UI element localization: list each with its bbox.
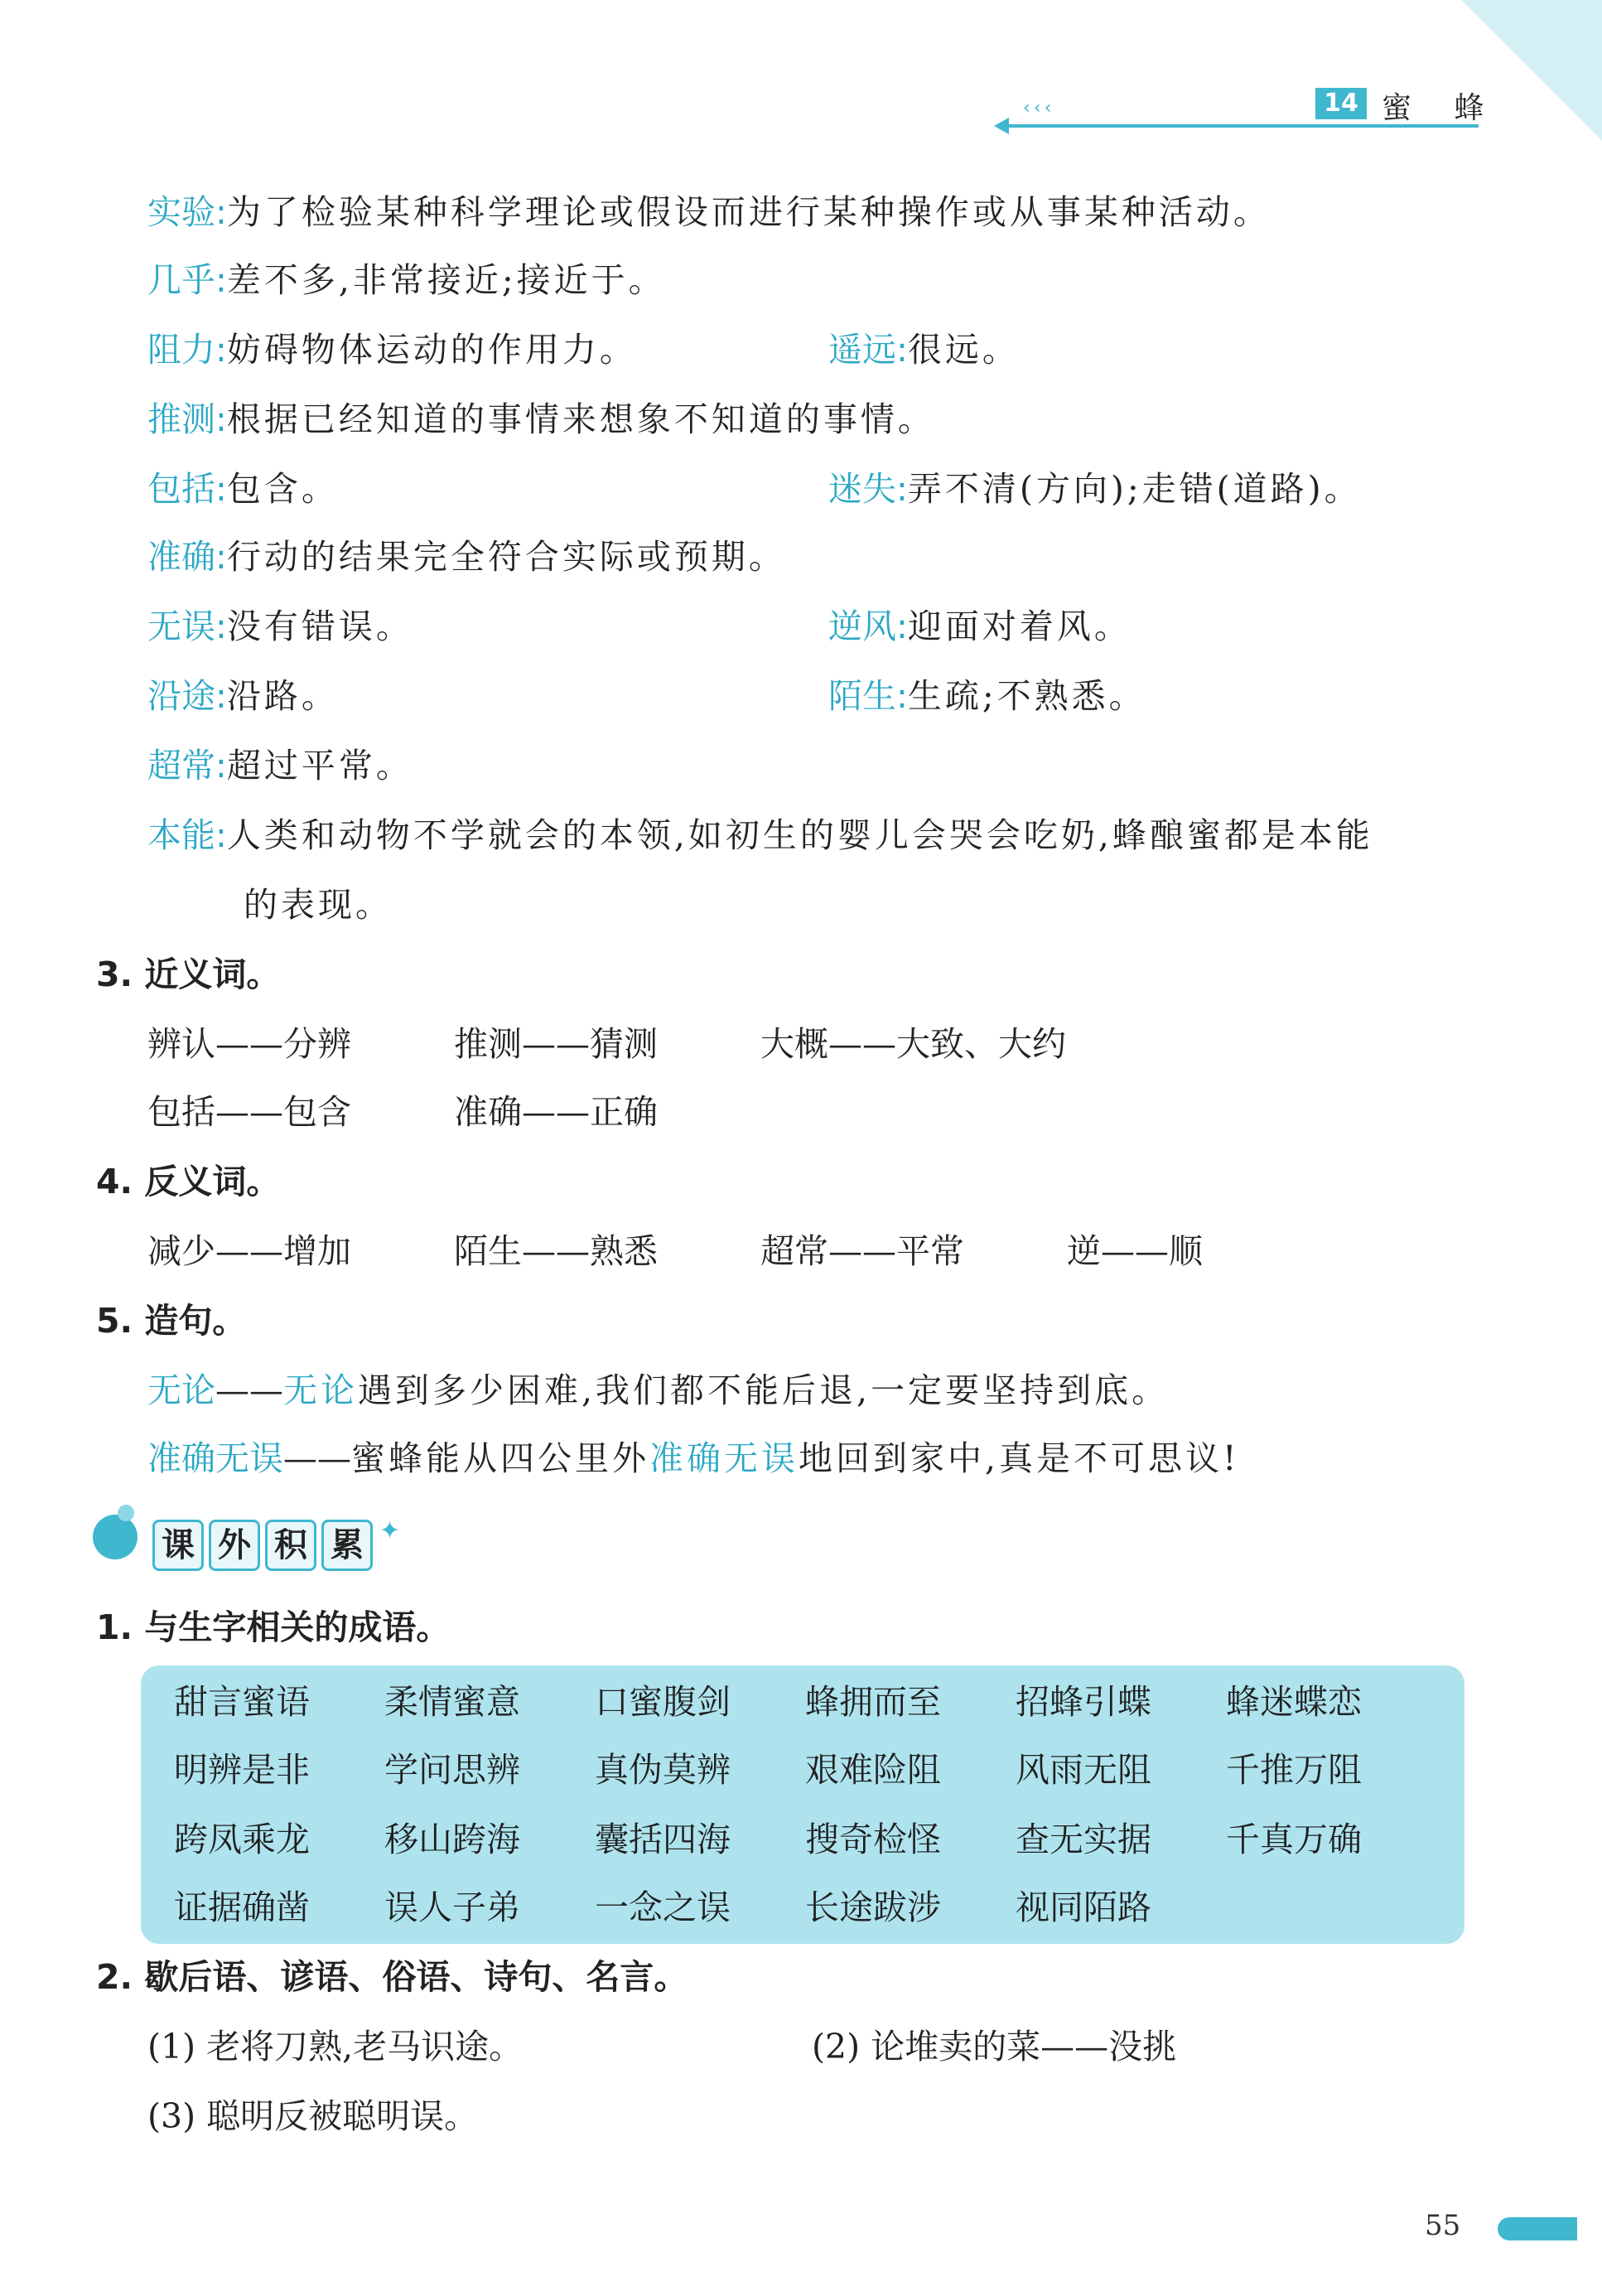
sentence-dash: —— <box>283 1438 351 1478</box>
definition-row <box>147 810 1373 860</box>
idiom: 招蜂引蝶 <box>1016 1682 1151 1722</box>
definition-colon: : <box>215 399 227 439</box>
definition-row <box>147 394 935 444</box>
antonym-pair: 超常——平常 <box>760 1231 964 1271</box>
definition-colon: : <box>896 330 908 370</box>
idiom: 蜂迷蝶恋 <box>1226 1682 1362 1722</box>
synonym-pair: 准确——正确 <box>454 1092 658 1132</box>
idiom: 甜言蜜语 <box>174 1682 310 1722</box>
definition-colon: : <box>215 330 227 370</box>
synonym-pair: 大概——大致、大约 <box>760 1024 1066 1064</box>
idiom: 柔情蜜意 <box>384 1682 520 1722</box>
definition-colon: : <box>896 469 908 509</box>
sentence-word: 准确无误 <box>147 1438 283 1478</box>
definition-row <box>828 464 1362 514</box>
idiom: 千真万确 <box>1226 1820 1362 1859</box>
definition-text: 行动的结果完全符合实际或预期。 <box>226 537 786 577</box>
idiom: 移山跨海 <box>384 1820 520 1859</box>
definition-text: 很远。 <box>907 330 1020 370</box>
idiom: 真伪莫辨 <box>595 1750 731 1790</box>
idiom: 跨凤乘龙 <box>174 1820 310 1859</box>
page-number: 55 <box>1425 2209 1461 2242</box>
banner-char: 累 <box>321 1520 373 1571</box>
banner-char: 课 <box>152 1520 204 1571</box>
definition-colon: : <box>215 260 227 300</box>
saying-item: (2) 论堆卖的菜——没挑 <box>812 2027 1177 2066</box>
definition-term: 本能 <box>147 815 215 855</box>
idiom: 一念之误 <box>595 1888 731 1927</box>
lesson-number: 14 <box>1315 88 1367 119</box>
idiom: 长途跋涉 <box>805 1888 941 1927</box>
definition-colon: : <box>215 676 227 716</box>
sentences-heading: 5. 造句。 <box>96 1301 247 1341</box>
sentence-highlight: 准确无误 <box>649 1438 799 1478</box>
antonyms-heading: 4. 反义词。 <box>96 1162 281 1201</box>
definition-term: 实验 <box>147 192 215 232</box>
definition-row <box>147 602 413 651</box>
definition-term: 遥远 <box>828 330 896 370</box>
definition-text: 人类和动物不学就会的本领,如初生的婴儿会哭会吃奶,蜂酿蜜都是本能 <box>226 815 1373 855</box>
synonym-pair: 辨认——分辨 <box>147 1024 351 1064</box>
definition-colon: : <box>215 537 227 577</box>
banner-char: 外 <box>209 1520 260 1571</box>
definition-term: 准确 <box>147 537 215 577</box>
definition-text: 生疏;不熟悉。 <box>907 676 1146 716</box>
definition-term: 超常 <box>147 746 215 785</box>
saying-item: (1) 老将刀熟,老马识途。 <box>147 2027 524 2066</box>
idiom: 艰难险阻 <box>805 1750 941 1790</box>
definition-text: 包含。 <box>226 469 339 509</box>
definition-continuation: 的表现。 <box>244 885 393 925</box>
definition-colon: : <box>215 607 227 646</box>
definition-row <box>828 671 1146 721</box>
definition-text: 迎面对着风。 <box>907 607 1132 646</box>
definition-row <box>828 602 1132 651</box>
definition-term: 包括 <box>147 469 215 509</box>
saying-item: (3) 聪明反被聪明误。 <box>147 2096 479 2136</box>
antonym-pair: 陌生——熟悉 <box>454 1231 658 1271</box>
definition-colon: : <box>896 676 908 716</box>
example-sentence <box>147 1366 1169 1415</box>
definition-row <box>147 187 1271 237</box>
synonyms-heading: 3. 近义词。 <box>96 955 281 994</box>
synonym-pair: 包括——包含 <box>147 1092 351 1132</box>
idiom: 蜂拥而至 <box>805 1682 941 1722</box>
definition-text: 超过平常。 <box>226 746 413 785</box>
antonym-pair: 逆——顺 <box>1067 1231 1203 1271</box>
idiom: 搜奇检怪 <box>805 1820 941 1859</box>
definition-text: 根据已经知道的事情来想象不知道的事情。 <box>226 399 935 439</box>
definition-term: 推测 <box>147 399 215 439</box>
antonym-pair: 减少——增加 <box>147 1231 351 1271</box>
definition-term: 迷失 <box>828 469 896 509</box>
definition-colon: : <box>215 192 227 232</box>
idiom: 证据确凿 <box>174 1888 310 1927</box>
definition-row <box>147 671 339 721</box>
idiom: 风雨无阻 <box>1016 1750 1151 1790</box>
sparkle-icon: ✦ <box>379 1516 401 1545</box>
header-chevrons-icon: ‹‹‹ <box>1023 98 1055 118</box>
definition-text: 差不多,非常接近;接近于。 <box>226 260 666 300</box>
definition-colon: : <box>896 607 908 646</box>
idiom: 视同陌路 <box>1016 1888 1151 1927</box>
definition-term: 逆风 <box>828 607 896 646</box>
definition-row <box>147 532 786 582</box>
page-tab-decoration <box>1498 2217 1577 2240</box>
sentence-word: 无论 <box>147 1370 215 1410</box>
definition-term: 沿途 <box>147 676 215 716</box>
example-sentence <box>147 1433 1240 1483</box>
definition-text: 妨碍物体运动的作用力。 <box>226 330 637 370</box>
idiom: 千推万阻 <box>1226 1750 1362 1790</box>
idioms-heading: 1. 与生字相关的成语。 <box>96 1607 451 1647</box>
idiom: 囊括四海 <box>595 1820 731 1859</box>
idiom: 明辨是非 <box>174 1750 310 1790</box>
definition-text: 弄不清(方向);走错(道路)。 <box>907 469 1362 509</box>
sayings-heading: 2. 歇后语、谚语、俗语、诗句、名言。 <box>96 1957 688 1997</box>
definition-row <box>147 255 666 305</box>
definition-colon: : <box>215 815 227 855</box>
idiom: 学问思辨 <box>384 1750 520 1790</box>
sentence-highlight: 无论 <box>283 1370 358 1410</box>
definition-text: 为了检验某种科学理论或假设而进行某种操作或从事某种活动。 <box>226 192 1271 232</box>
definition-colon: : <box>215 746 227 785</box>
lesson-title: 蜜 蜂 <box>1382 91 1501 125</box>
sentence-dash: —— <box>215 1370 283 1410</box>
definition-term: 无误 <box>147 607 215 646</box>
idiom: 口蜜腹剑 <box>595 1682 731 1722</box>
definition-row <box>147 325 637 375</box>
sentence-pre: 蜜蜂能从四公里外 <box>351 1438 649 1478</box>
definition-term: 几乎 <box>147 260 215 300</box>
idiom: 误人子弟 <box>384 1888 520 1927</box>
definition-term: 陌生 <box>828 676 896 716</box>
sentence-rest: 地回到家中,真是不可思议! <box>799 1438 1240 1478</box>
definition-text: 沿路。 <box>226 676 339 716</box>
idiom: 查无实据 <box>1016 1820 1151 1859</box>
definition-colon: : <box>215 469 227 509</box>
definition-row <box>147 741 413 790</box>
synonym-pair: 推测——猜测 <box>454 1024 658 1064</box>
banner-char: 积 <box>265 1520 316 1571</box>
sentence-rest: 遇到多少困难,我们都不能后退,一定要坚持到底。 <box>358 1370 1170 1410</box>
definition-row <box>828 325 1020 375</box>
definition-term: 阻力 <box>147 330 215 370</box>
definition-row <box>147 464 339 514</box>
bubble-icon <box>93 1515 138 1559</box>
definition-text: 没有错误。 <box>226 607 413 646</box>
